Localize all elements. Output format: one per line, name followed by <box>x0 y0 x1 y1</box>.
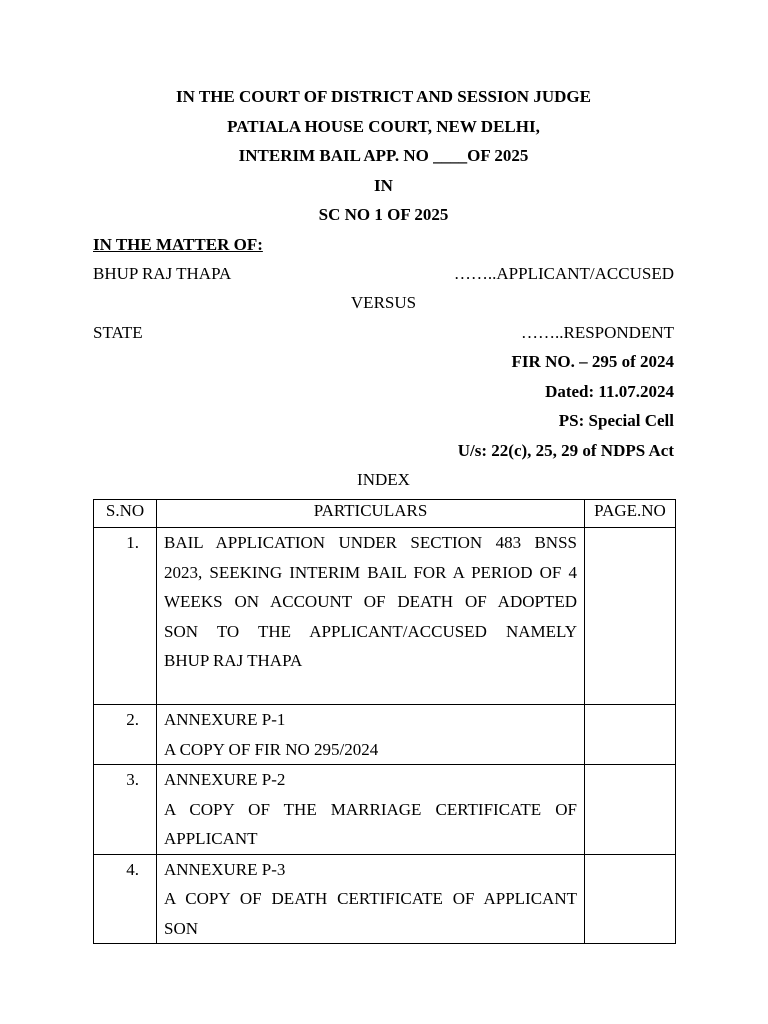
particulars-line: 2023, SEEKING INTERIM BAIL FOR A PERIOD OF 4 <box>164 562 577 582</box>
table-row <box>94 528 676 705</box>
row-sno: 4. <box>94 854 157 944</box>
index-title: INDEX <box>357 470 410 489</box>
particulars-line: SON <box>164 918 199 938</box>
row-sno: 3. <box>94 765 157 855</box>
row-particulars <box>157 705 585 765</box>
applicant-name: BHUP RAJ THAPA <box>93 264 232 283</box>
particulars-line: BHUP RAJ THAPA <box>164 651 303 670</box>
table-row <box>94 765 676 855</box>
police-station: PS: Special Cell <box>558 411 674 430</box>
versus-label: VERSUS <box>350 293 417 312</box>
index-header-row <box>94 500 676 528</box>
particulars-line: SON TO THE APPLICANT/ACCUSED NAMELY <box>164 621 577 641</box>
particulars-line: A COPY OF FIR NO 295/2024 <box>164 739 379 759</box>
index-table <box>93 499 676 944</box>
particulars-line: BAIL APPLICATION UNDER SECTION 483 BNSS <box>164 533 577 552</box>
table-row <box>94 854 676 944</box>
row-page-no <box>585 765 676 855</box>
particulars-line: A COPY OF THE MARRIAGE CERTIFICATE OF <box>164 799 577 819</box>
particulars-line: WEEKS ON ACCOUNT OF DEATH OF ADOPTED <box>164 592 577 611</box>
sections: U/s: 22(c), 25, 29 of NDPS Act <box>457 441 674 460</box>
header-page-no: PAGE.NO <box>585 500 676 528</box>
header-particulars: PARTICULARS <box>157 500 585 528</box>
matter-label-text: IN THE MATTER OF: <box>93 235 263 254</box>
row-particulars <box>157 528 585 705</box>
fir-number: FIR NO. – 295 of 2024 <box>511 352 674 371</box>
heading-in: IN <box>374 176 393 195</box>
particulars-line: A COPY OF DEATH CERTIFICATE OF APPLICANT <box>164 889 577 908</box>
particulars-line: ANNEXURE P-2 <box>164 770 286 789</box>
matter-label <box>93 235 674 255</box>
court-venue: PATIALA HOUSE COURT, NEW DELHI, <box>227 117 540 136</box>
row-page-no <box>585 528 676 705</box>
particulars-line: ANNEXURE P-3 <box>164 859 286 879</box>
particulars-line: APPLICANT <box>164 829 258 848</box>
applicant-role: ……..APPLICANT/ACCUSED <box>453 264 674 283</box>
row-particulars <box>157 765 585 855</box>
row-page-no <box>585 705 676 765</box>
applicant-line <box>93 264 674 284</box>
row-sno: 2. <box>94 705 157 765</box>
respondent-name: STATE <box>93 323 143 342</box>
row-sno: 1. <box>94 528 157 705</box>
court-title: IN THE COURT OF DISTRICT AND SESSION JUDGE <box>176 87 591 106</box>
fir-dated: Dated: 11.07.2024 <box>545 382 674 401</box>
row-particulars <box>157 854 585 944</box>
particulars-line: ANNEXURE P-1 <box>164 710 286 729</box>
respondent-role: ……..RESPONDENT <box>520 323 674 342</box>
case-number: SC NO 1 OF 2025 <box>318 205 449 224</box>
application-number: INTERIM BAIL APP. NO ____OF 2025 <box>238 146 529 165</box>
row-page-no <box>585 854 676 944</box>
respondent-line <box>93 323 674 343</box>
table-row <box>94 705 676 765</box>
header-sno: S.NO <box>94 500 157 528</box>
